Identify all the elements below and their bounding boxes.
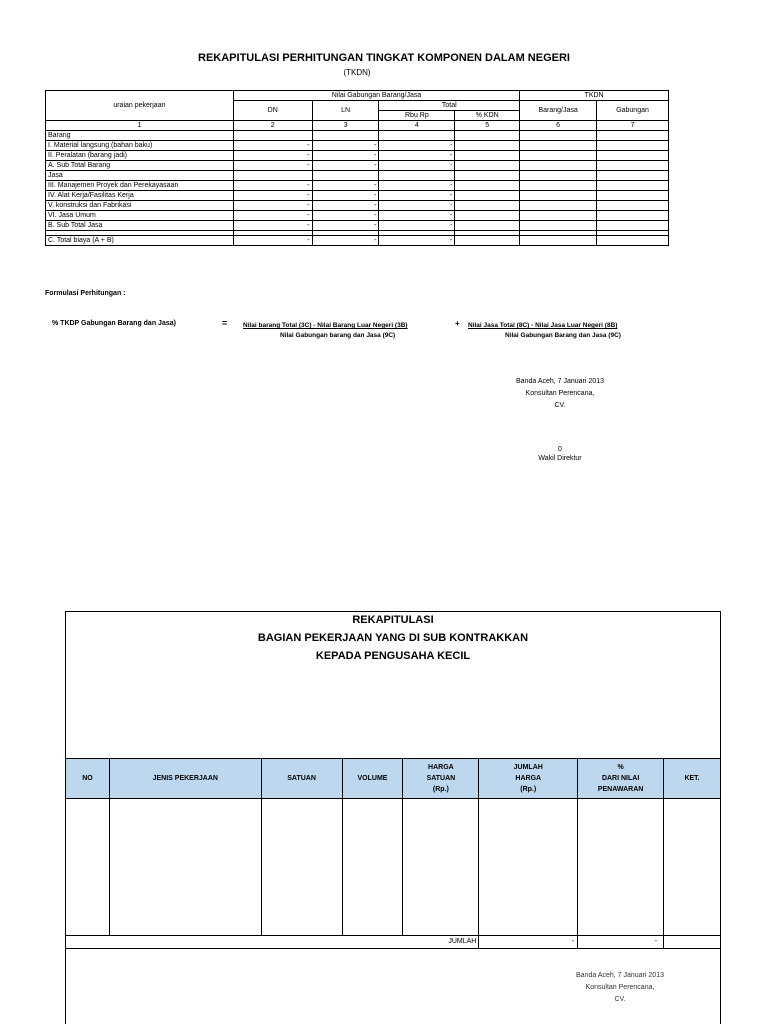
table-row [46, 131, 669, 141]
body-cell [66, 799, 110, 936]
cell-total: - [379, 201, 455, 211]
cell-total: - [379, 141, 455, 151]
header-gabungan: Gabungan [597, 101, 669, 121]
cell-tkdn-gab [597, 221, 669, 231]
body-cell [403, 799, 479, 936]
formula-label: Formulasi Perhitungan : [45, 290, 126, 297]
cell-pct [455, 211, 520, 221]
cell-total: - [379, 236, 455, 246]
header-harga-satuan-l3: (Rp.) [432, 786, 449, 793]
row-label: VI. Jasa Umum [46, 211, 234, 221]
cell-total: - [379, 191, 455, 201]
total-ket [664, 936, 721, 949]
row-label: III. Manajemen Proyek dan Perekayasaan [46, 181, 234, 191]
header-harga-satuan-l2: SATUAN [426, 775, 456, 782]
cell-pct [455, 181, 520, 191]
row-label: II. Peralatan (barang jadi) [46, 151, 234, 161]
cell-total [379, 131, 455, 141]
body-cell [109, 799, 261, 936]
cell-total [379, 171, 455, 181]
total-row [66, 936, 721, 949]
header-jenis-pekerjaan: JENIS PEKERJAAN [109, 759, 261, 799]
subcontract-table [65, 758, 721, 949]
row-label: I. Material langsung (bahan baku) [46, 141, 234, 151]
cell-ln: - [312, 221, 379, 231]
page-title: REKAPITULASI PERHITUNGAN TINGKAT KOMPONEN DALAM NEGERI [198, 52, 570, 64]
header-ln: LN [312, 101, 379, 121]
cell-ln: - [312, 191, 379, 201]
cell-tkdn-gab [597, 181, 669, 191]
header-jumlah-harga-l1: JUMLAH [513, 764, 543, 771]
cell-tkdn-gab [597, 171, 669, 181]
col-number: 2 [233, 121, 312, 131]
cell-pct [455, 221, 520, 231]
table-header-row [46, 91, 669, 101]
row-label: Barang [46, 131, 234, 141]
signature-place-date: Banda Aceh, 7 Januari 2013 [516, 378, 604, 385]
header-satuan: SATUAN [261, 759, 342, 799]
row-label: A. Sub Total Barang [46, 161, 234, 171]
cell-total: - [379, 161, 455, 171]
header-persen-penawaran [578, 759, 664, 799]
formula-denominator-jasa: Nilai Gabungan Barang dan Jasa (9C) [505, 332, 621, 339]
header-no: NO [66, 759, 110, 799]
cell-tkdn-gab [597, 141, 669, 151]
cell-dn: - [233, 236, 312, 246]
header-harga-satuan-l1: HARGA [428, 764, 454, 771]
cell-tkdn-bj [520, 171, 597, 181]
cell-ln: - [312, 236, 379, 246]
cell-total: - [379, 221, 455, 231]
row-label: V. konstruksi dan Fabrikasi [46, 201, 234, 211]
formula-plus: + [455, 319, 460, 328]
cell-total: - [379, 151, 455, 161]
cell-total: - [379, 181, 455, 191]
cell-tkdn-bj [520, 141, 597, 151]
header-jumlah-harga [479, 759, 578, 799]
cell-tkdn-gab [597, 161, 669, 171]
col-number: 6 [520, 121, 597, 131]
formula-numerator-jasa: Nilai Jasa Total (8C) - Nilai Jasa Luar Negeri (8B) [468, 322, 618, 329]
signature-place-date: Banda Aceh, 7 Januari 2013 [576, 972, 664, 979]
table-row [46, 141, 669, 151]
cell-ln: - [312, 141, 379, 151]
cell-ln [312, 131, 379, 141]
header-uraian: uraian pekerjaan [46, 91, 234, 121]
header-persen-l1: % [617, 764, 624, 771]
cell-dn [233, 171, 312, 181]
cell-total: - [379, 211, 455, 221]
body-cell [342, 799, 403, 936]
header-volume: VOLUME [342, 759, 403, 799]
header-persen-l2: DARI NILAI [601, 775, 640, 782]
col-number: 5 [455, 121, 520, 131]
cell-ln: - [312, 201, 379, 211]
cell-pct [455, 151, 520, 161]
table-row [46, 221, 669, 231]
cell-tkdn-bj [520, 181, 597, 191]
cell-tkdn-gab [597, 211, 669, 221]
total-pct-value: - [578, 936, 664, 949]
cell-ln: - [312, 181, 379, 191]
table-row [46, 151, 669, 161]
cell-dn: - [233, 141, 312, 151]
row-label: IV. Alat Kerja/Fasilitas Kerja [46, 191, 234, 201]
cell-pct [455, 171, 520, 181]
cell-pct [455, 236, 520, 246]
col-number: 4 [379, 121, 455, 131]
table-row [46, 236, 669, 246]
table-header-row [66, 759, 721, 799]
col-number: 3 [312, 121, 379, 131]
cell-tkdn-gab [597, 131, 669, 141]
page-subtitle: (TKDN) [343, 68, 371, 77]
formula-left: % TKDP Gabungan Barang dan Jasa) [52, 320, 176, 327]
header-nilai-gabungan: Nilai Gabungan Barang/Jasa [233, 91, 519, 101]
table-row [46, 211, 669, 221]
header-persen-l3: PENAWARAN [597, 786, 644, 793]
cell-ln: - [312, 151, 379, 161]
cell-ln: - [312, 161, 379, 171]
signature-title: Wakil Direktur [538, 455, 582, 462]
header-pct-kdn: % KDN [455, 111, 520, 121]
cell-pct [455, 131, 520, 141]
cell-tkdn-bj [520, 201, 597, 211]
cell-pct [455, 191, 520, 201]
cell-tkdn-bj [520, 131, 597, 141]
recap-title: REKAPITULASI [352, 614, 434, 626]
signature-company: CV. [614, 996, 626, 1003]
signature-block-2 [540, 970, 700, 1006]
cell-tkdn-gab [597, 151, 669, 161]
signature-company: CV. [554, 402, 566, 409]
cell-dn: - [233, 181, 312, 191]
table-row [46, 181, 669, 191]
header-tkdn: TKDN [520, 91, 669, 101]
col-number: 7 [597, 121, 669, 131]
row-label: C. Total biaya (A + B) [46, 236, 234, 246]
signature-name-block [480, 444, 640, 462]
header-jumlah-harga-l3: (Rp.) [520, 786, 537, 793]
cell-dn: - [233, 151, 312, 161]
cell-dn: - [233, 161, 312, 171]
total-jumlah-value: - [479, 936, 578, 949]
header-ket: KET. [664, 759, 721, 799]
table-row [46, 171, 669, 181]
header-rbu-rp: Rbu Rp [379, 111, 455, 121]
cell-dn: - [233, 221, 312, 231]
formula-equals: = [222, 318, 228, 328]
cell-tkdn-gab [597, 191, 669, 201]
cell-pct [455, 141, 520, 151]
col-number: 1 [46, 121, 234, 131]
total-label: JUMLAH [66, 936, 479, 949]
cell-tkdn-bj [520, 161, 597, 171]
signature-role: Konsultan Perencana, [585, 984, 655, 991]
cell-pct [455, 201, 520, 211]
cell-dn: - [233, 201, 312, 211]
signature-role: Konsultan Perencana, [525, 390, 595, 397]
cell-tkdn-bj [520, 151, 597, 161]
table-row [46, 201, 669, 211]
cell-tkdn-bj [520, 191, 597, 201]
recap-subtitle-2: KEPADA PENGUSAHA KECIL [315, 650, 471, 662]
header-jumlah-harga-l2: HARGA [515, 775, 542, 782]
cell-pct [455, 161, 520, 171]
cell-tkdn-bj [520, 211, 597, 221]
body-cell [578, 799, 664, 936]
signature-block [480, 376, 640, 412]
formula-denominator-barang: Nilai Gabungan barang dan Jasa (9C) [280, 332, 396, 339]
table-body-row [66, 799, 721, 936]
cell-dn: - [233, 191, 312, 201]
table-row [46, 161, 669, 171]
table-row [46, 191, 669, 201]
cell-tkdn-gab [597, 201, 669, 211]
formula-numerator-barang: Nilai barang Total (3C) - Nilai Barang Luar Negeri (3B) [243, 322, 408, 329]
cell-tkdn-bj [520, 236, 597, 246]
cell-ln: - [312, 211, 379, 221]
row-label: Jasa [46, 171, 234, 181]
cell-tkdn-gab [597, 236, 669, 246]
cell-dn: - [233, 211, 312, 221]
header-total: Total [379, 101, 520, 111]
header-dn: DN [233, 101, 312, 121]
signature-name: 0 [558, 446, 562, 453]
column-number-row [46, 121, 669, 131]
header-harga-satuan [403, 759, 479, 799]
body-cell [664, 799, 721, 936]
row-label: B. Sub Total Jasa [46, 221, 234, 231]
tkdn-table [45, 90, 669, 246]
recap-subtitle-1: BAGIAN PEKERJAAN YANG DI SUB KONTRAKKAN [257, 632, 529, 644]
cell-ln [312, 171, 379, 181]
header-barang-jasa: Barang/Jasa [520, 101, 597, 121]
cell-tkdn-bj [520, 221, 597, 231]
body-cell [261, 799, 342, 936]
cell-dn [233, 131, 312, 141]
body-cell [479, 799, 578, 936]
